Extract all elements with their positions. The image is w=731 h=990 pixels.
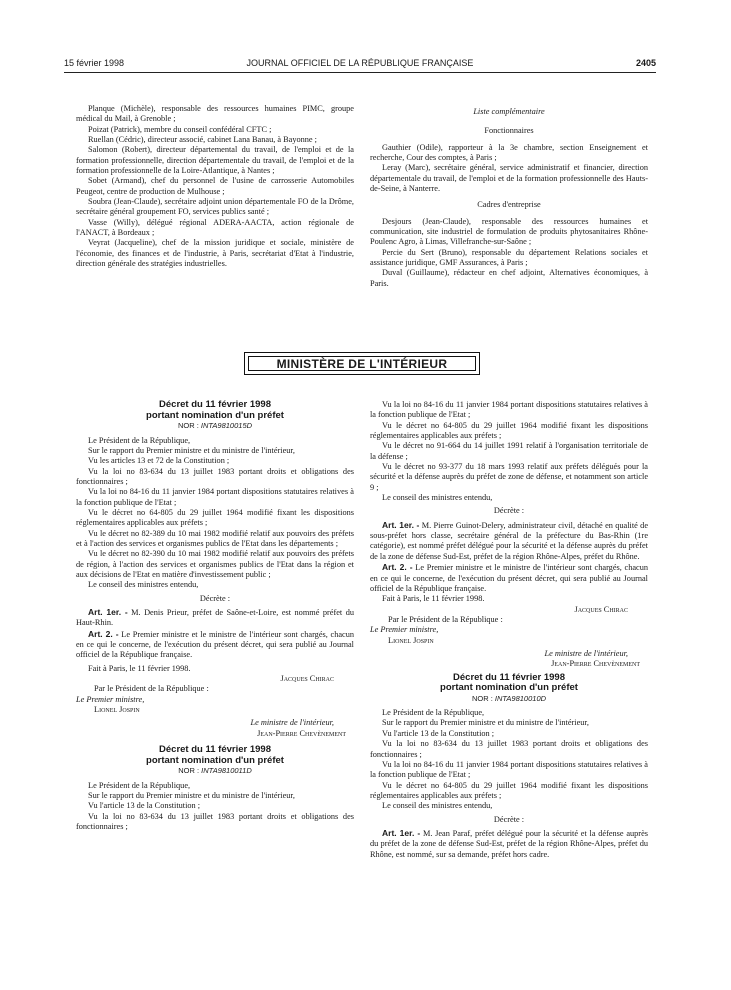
decree-line: Vu le décret no 64-805 du 29 juillet 1964 modifié fixant les dispositions réglementaires applicables aux préfets ; bbox=[370, 780, 648, 800]
decree-subtitle: portant nomination d'un préfet bbox=[440, 682, 578, 694]
ministry-title: MINISTÈRE DE L'INTÉRIEUR bbox=[248, 356, 476, 371]
complementary-list bbox=[370, 104, 648, 289]
page-number: 2405 bbox=[635, 58, 656, 68]
decree-line: Vu le décret no 82-389 du 10 mai 1982 modifié relatif aux pouvoirs des préfets et à l'action des services et organismes publics de l'Etat dans les départements ; bbox=[76, 528, 354, 548]
fait-line: Fait à Paris, le 11 février 1998. bbox=[88, 663, 191, 673]
list-subheading: Fonctionnaires bbox=[484, 126, 534, 136]
article-2: Art. 2. - Le Premier ministre et le ministre de l'intérieur sont chargés, chacun en ce qui le concerne, de l'exécution du présent décret, qui sera publié au Journal officiel de la République française. bbox=[370, 562, 649, 593]
pm-title: Le Premier ministre, bbox=[76, 694, 145, 704]
list-item: Planque (Michèle), responsable des ressources humaines PIMC, groupe médical du Mail, à Grenoble ; bbox=[76, 104, 354, 124]
list-subheading: Cadres d'entreprise bbox=[477, 200, 541, 210]
pm-title: Le Premier ministre, bbox=[370, 625, 439, 635]
nor-reference: NOR : INTA9810010D bbox=[471, 693, 547, 703]
list-item: Ruellan (Cédric), directeur associé, cabinet Lana Banau, à Bayonne ; bbox=[88, 135, 317, 145]
pm-name: Lionel Jospin bbox=[94, 705, 140, 715]
president-signature: Jacques Chirac bbox=[280, 674, 334, 684]
decree-line: Vu la loi no 83-634 du 13 juillet 1983 portant droits et obligations des fonctionnaires ; bbox=[76, 466, 354, 486]
article-1: Art. 1er. - M. Jean Paraf, préfet délégué pour la sécurité et la défense auprès du préfet de la zone de défense Sud-Est, préfet de la région Rhône-Alpes, préfet du Rhône, est nommé, sur sa demande, préfet hors cadre. bbox=[370, 827, 648, 859]
nor-reference: NOR : INTA9810015D bbox=[177, 421, 253, 431]
fait-line: Fait à Paris, le 11 février 1998. bbox=[382, 594, 485, 604]
list-item: Desjours (Jean-Claude), responsable des ressources humaines et communication, site industriel de formulation de produits phytosanitaires Rhône-Poulenc Agro, à Limas, Villefranche-sur-Saône ; bbox=[370, 216, 648, 247]
decree-line: Vu la loi no 83-634 du 13 juillet 1983 portant droits et obligations des fonctionnaires ; bbox=[76, 811, 354, 832]
decree-line: Vu la loi no 83-634 du 13 juillet 1983 portant droits et obligations des fonctionnaires ; bbox=[370, 739, 648, 759]
decree-line: Le conseil des ministres entendu, bbox=[382, 493, 493, 503]
list-item: Veyrat (Jacqueline), chef de la mission juridique et sociale, ministère de l'économie, des finances et de l'industrie, à Paris, secrétariat d'Etat à l'industrie, direction générale des stratégies industrielles. bbox=[76, 238, 354, 269]
ministry-banner bbox=[244, 352, 480, 375]
journal-title: JOURNAL OFFICIEL DE LA RÉPUBLIQUE FRANÇAISE bbox=[246, 58, 474, 68]
par-line: Par le Président de la République : bbox=[94, 684, 209, 694]
decree-line: Vu la loi no 84-16 du 11 janvier 1984 portant dispositions statutaires relatives à la fonction publique de l'Etat ; bbox=[370, 759, 648, 780]
decree-column-right bbox=[370, 400, 648, 860]
nominee-list-left bbox=[76, 104, 354, 270]
decree-line: Vu le décret no 91-664 du 14 juillet 1991 relatif à l'organisation territoriale de la défense ; bbox=[370, 441, 648, 461]
decree-line: Vu l'article 13 de la Constitution ; bbox=[382, 728, 495, 738]
list-title: Liste complémentaire bbox=[473, 107, 545, 116]
list-item: Soubra (Jean-Claude), secrétaire adjoint union départementale FO de la Drôme, secrétaire général groupement FO, services publics santé ; bbox=[76, 197, 354, 217]
decree-title: Décret du 11 février 1998 bbox=[159, 744, 271, 756]
decree-line: Le Président de la République, bbox=[88, 780, 191, 790]
list-item: Poizat (Patrick), membre du conseil confédéral CFTC ; bbox=[88, 124, 272, 134]
page-header bbox=[64, 58, 656, 73]
list-item: Salomon (Robert), directeur départemental du travail, de l'emploi et de la formation professionnelle, direction départementale du travail, de l'emploi et de la formation professionnelle de la Loire-Atlantique, à Nantes ; bbox=[76, 145, 354, 176]
list-item: Sobet (Armand), chef du personnel de l'usine de carrosserie Automobiles Peugeot, centre de production de Mulhouse ; bbox=[76, 176, 354, 196]
decree-line: Le conseil des ministres entendu, bbox=[88, 580, 199, 590]
pm-name: Lionel Jospin bbox=[388, 635, 434, 645]
decree-line: Le conseil des ministres entendu, bbox=[382, 801, 493, 811]
par-line: Par le Président de la République : bbox=[388, 614, 503, 624]
list-item: Vasse (Willy), délégué régional ADERA-AACTA, action régionale de l'ANACT, à Bordeaux ; bbox=[76, 217, 354, 238]
list-item: Percie du Sert (Bruno), responsable du département Relations sociales et assistance juridique, GMF Assurances, à Paris ; bbox=[370, 247, 648, 268]
article-1: Art. 1er. - M. Denis Prieur, préfet de Saône-et-Loire, est nommé préfet du Haut-Rhin. bbox=[76, 607, 354, 628]
decree-line: Vu l'article 13 de la Constitution ; bbox=[88, 801, 201, 811]
minister-name: Jean-Pierre Chevènement bbox=[551, 659, 640, 669]
decrete-label: Décrète : bbox=[199, 593, 231, 603]
decree-line: Vu la loi no 84-16 du 11 janvier 1984 portant dispositions statutaires relatives à la fonction publique de l'Etat ; bbox=[76, 487, 354, 507]
decree-line: Le Président de la République, bbox=[382, 708, 485, 718]
list-item: Duval (Guillaume), rédacteur en chef adjoint, Alternatives économiques, à Paris. bbox=[370, 268, 648, 288]
decree-line: Vu le décret no 82-390 du 10 mai 1982 modifié relatif aux pouvoirs des préfets de région, à l'action des services et organismes publics de l'Etat dans la région et aux décisions de l'Etat en matière d'investissement public ; bbox=[76, 549, 354, 579]
decree-title: Décret du 11 février 1998 bbox=[453, 671, 565, 683]
decree-subtitle: portant nomination d'un préfet bbox=[146, 409, 284, 421]
minister-title: Le ministre de l'intérieur, bbox=[250, 718, 334, 728]
decree-title: Décret du 11 février 1998 bbox=[159, 399, 271, 410]
decree-line: Vu les articles 13 et 72 de la Constitution ; bbox=[88, 456, 230, 466]
minister-title: Le ministre de l'intérieur, bbox=[544, 648, 628, 658]
decree-line: Le Président de la République, bbox=[88, 435, 191, 445]
decree-line: Sur le rapport du Premier ministre et du ministre de l'intérieur, bbox=[88, 791, 295, 801]
decree-line: Vu le décret no 64-805 du 29 juillet 1964 modifié fixant les dispositions réglementaires applicables aux préfets ; bbox=[370, 420, 648, 441]
list-item: Gauthier (Odile), rapporteur à la 3e chambre, section Enseignement et recherche, Cour des comptes, à Paris ; bbox=[370, 142, 648, 163]
decree-line: Vu la loi no 84-16 du 11 janvier 1984 portant dispositions statutaires relatives à la fonction publique de l'Etat ; bbox=[370, 400, 648, 420]
decree-column-left bbox=[76, 400, 354, 832]
decrete-label: Décrète : bbox=[493, 506, 525, 516]
list-item: Leray (Marc), secrétaire général, service administratif et financier, direction départementale du travail, de l'emploi et de la formation professionnelle des Hauts-de-Seine, à Nanterre. bbox=[370, 163, 648, 194]
president-signature: Jacques Chirac bbox=[574, 604, 628, 614]
decree-line: Vu le décret no 93-377 du 18 mars 1993 relatif aux préfets délégués pour la sécurité et la défense auprès du préfet de zone de défense, et notamment son article 9 ; bbox=[370, 462, 648, 492]
decree-line: Sur le rapport du Premier ministre et du ministre de l'intérieur, bbox=[382, 718, 589, 728]
article-1: Art. 1er. - M. Pierre Guinot-Delery, administrateur civil, détaché en qualité de sous-préfet hors classe, secrétaire général de la préfecture du Bas-Rhin (1re catégorie), est nommé préfet délégué pour la sécurité et la défense auprès du préfet de la zone de défense Sud-Est, préfet de la région Rhône-Alpes, préfet du Rhône. bbox=[370, 519, 648, 561]
decree-line: Vu le décret no 64-805 du 29 juillet 1964 modifié fixant les dispositions réglementaires applicables aux préfets ; bbox=[76, 507, 354, 528]
decrete-label: Décrète : bbox=[493, 814, 525, 824]
decree-subtitle: portant nomination d'un préfet bbox=[146, 754, 284, 766]
nor-reference: NOR : INTA9810011D bbox=[178, 766, 252, 776]
header-date: 15 février 1998 bbox=[64, 58, 125, 68]
minister-name: Jean-Pierre Chevènement bbox=[257, 728, 346, 738]
article-2: Art. 2. - Le Premier ministre et le ministre de l'intérieur sont chargés, chacun en ce qui le concerne, de l'exécution du présent décret, qui sera publié au Journal officiel de la République française. bbox=[76, 628, 355, 660]
decree-line: Sur le rapport du Premier ministre et du ministre de l'intérieur, bbox=[88, 445, 295, 455]
